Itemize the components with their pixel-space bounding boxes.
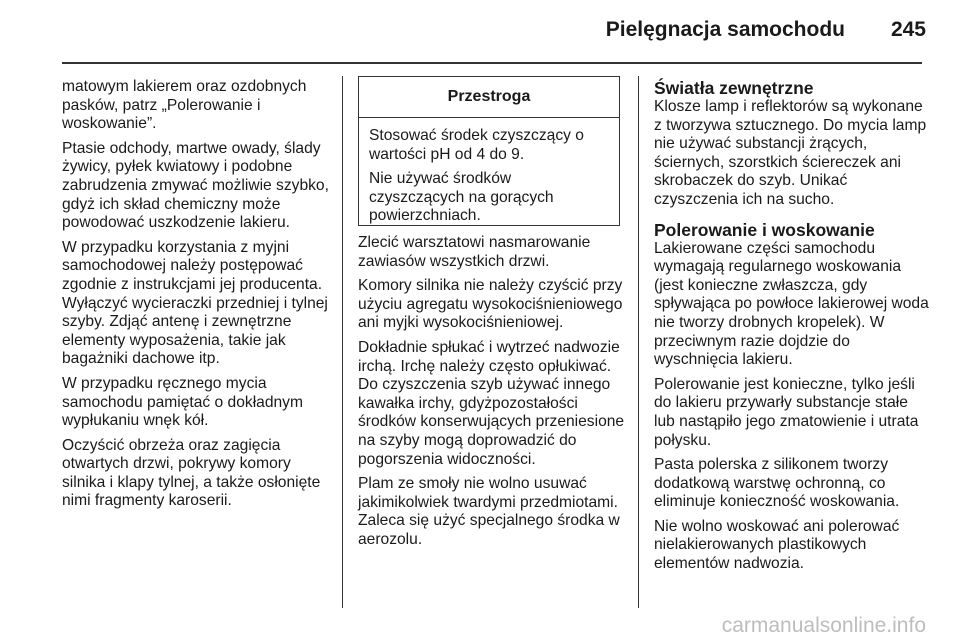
paragraph: Klosze lamp i reflektorów są wykonane z tworzywa sztucznego. Do mycia lamp nie używać substancji żrących, ściernych, szorstkich ściereczek ani skrobaczek do szyb. Unikać czyszczenia ich na sucho.	[654, 98, 927, 208]
paragraph: Plam ze smoły nie wolno usuwać jakimikolwiek twardymi przedmiotami. Zaleca się użyć specjalnego środka w aerozolu.	[358, 475, 620, 548]
page-title: Pielęgnacja samochodu	[605, 18, 845, 41]
column-right	[654, 78, 929, 580]
caution-title: Przestroga	[359, 77, 619, 118]
paragraph: Nie wolno woskować ani polerować nielakierowanych plastikowych elementów nadwozia.	[654, 517, 900, 573]
paragraph: Pasta polerska z silikonem tworzy dodatkową warstwę ochronną, co eliminuje konieczność woskowania.	[654, 456, 900, 511]
caution-paragraph: Stosować środek czyszczący o wartości pH od 4 do 9.	[369, 127, 584, 163]
column-middle	[358, 234, 628, 556]
paragraph: Zlecić warsztatowi nasmarowanie zawiasów wszystkich drzwi.	[358, 234, 591, 270]
column-divider	[638, 76, 639, 608]
caution-paragraph: Nie używać środków czyszczących na gorących powierzchniach.	[369, 170, 554, 225]
column-divider	[342, 76, 343, 608]
section-heading-polishing: Polerowanie i woskowanie	[654, 219, 875, 240]
watermark: carmanualsonline.info	[721, 614, 926, 637]
paragraph: W przypadku korzystania z myjni samochodowej należy postępować zgodnie z instrukcjami jej producenta. Wyłączyć wycieraczki przedniej i tylnej szyby. Zdjąć antenę i zewnętrzne elementy wyposażenia, takie jak bagażniki dachowe itp.	[62, 238, 328, 368]
paragraph: Polerowanie jest konieczne, tylko jeśli do lakieru przywarły substancje stałe lub nastąpiło jego zmatowienie i utrata połysku.	[654, 375, 919, 449]
paragraph: matowym lakierem oraz ozdobnych pasków, patrz „Polerowanie i woskowanie”.	[62, 78, 307, 133]
paragraph: Dokładnie spłukać i wytrzeć nadwozie irchą. Irchę należy często opłukiwać. Do czyszczenia szyb używać innego kawałka irchy, gdyżpozostałości środków konserwujących przeniesione na szyby mogą doprowadzić do pogorszenia widoczności.	[358, 338, 625, 468]
paragraph: Lakierowane części samochodu wymagają regularnego woskowania (jest konieczne zwłaszcza, gdy spływająca po powłoce lakierowej woda nie tworzy drobnych kropelek). W przeciwnym razie dojdzie do wyschnięcia lakieru.	[654, 239, 929, 369]
header-divider	[62, 62, 922, 64]
paragraph: W przypadku ręcznego mycia samochodu pamiętać o dokładnym wypłukaniu wnęk kół.	[62, 374, 303, 430]
paragraph: Komory silnika nie należy czyścić przy użyciu agregatu wysokociśnieniowego ani myjki wysokociśnieniowej.	[358, 277, 623, 332]
caution-body	[359, 118, 619, 226]
page-number: 245	[890, 18, 926, 41]
paragraph: Oczyścić obrzeża oraz zagięcia otwartych drzwi, pokrywy komory silnika i klapy tylnej, a także osłonięte nimi fragmenty karoserii.	[62, 436, 321, 510]
section-heading-exterior-lights: Światła zewnętrzne	[654, 78, 814, 98]
column-left	[62, 78, 330, 517]
paragraph: Ptasie odchody, martwe owady, ślady żywicy, pyłek kwiatowy i podobne zabrudzenia zmywać możliwie szybko, gdyż ich skład chemiczny może powodować uszkodzenie lakieru.	[62, 139, 329, 232]
caution-box	[358, 76, 620, 226]
